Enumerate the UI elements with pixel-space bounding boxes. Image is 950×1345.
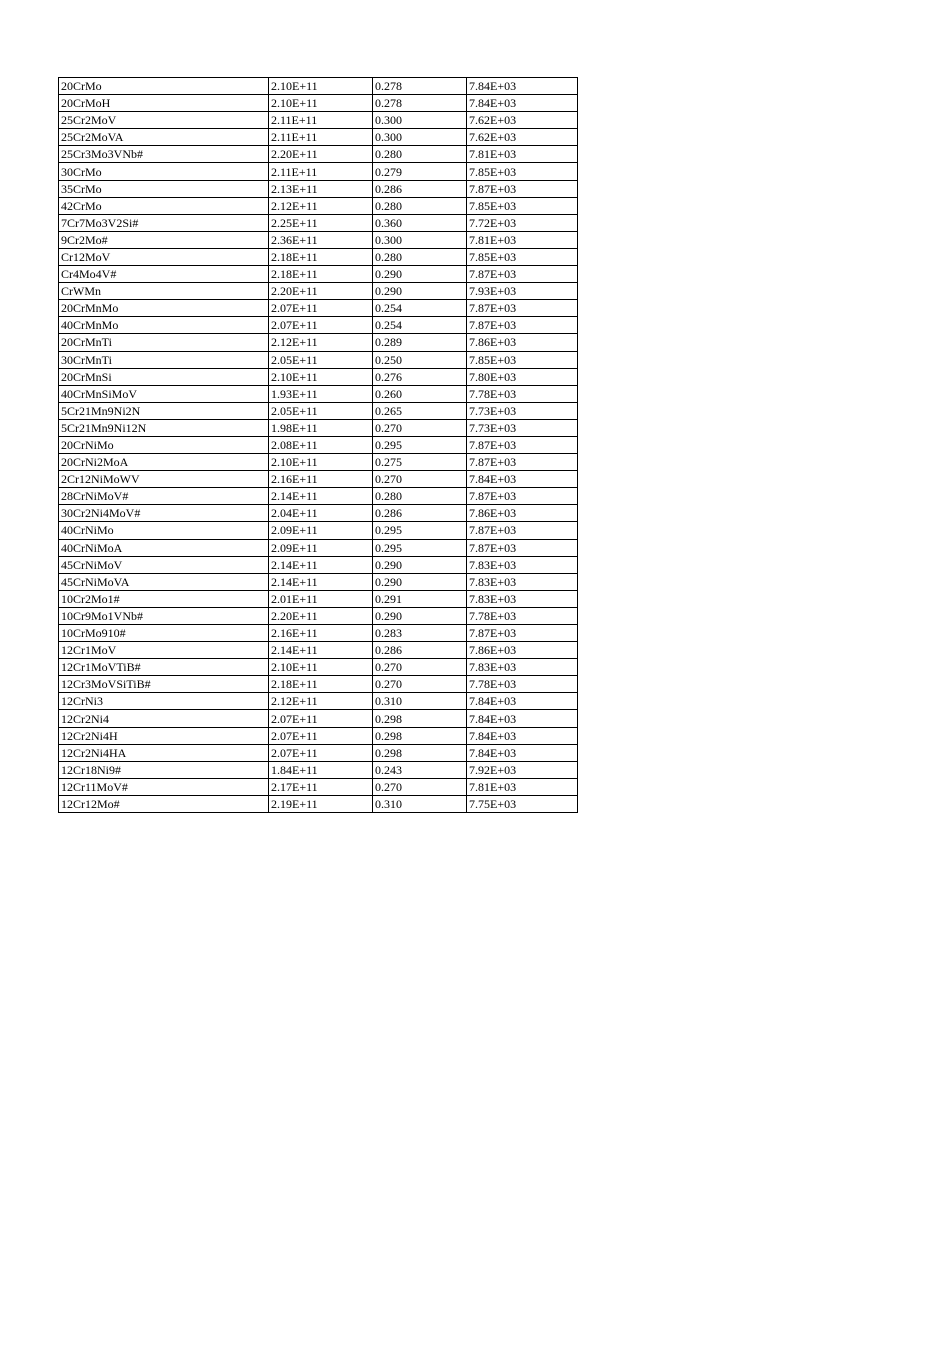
poisson-ratio-cell: 0.270	[373, 471, 467, 488]
elastic-modulus-cell: 2.14E+11	[269, 573, 373, 590]
poisson-ratio-cell: 0.276	[373, 368, 467, 385]
elastic-modulus-cell: 2.18E+11	[269, 676, 373, 693]
density-cell: 7.84E+03	[467, 471, 578, 488]
material-grade-cell: 2Cr12NiMoWV	[59, 471, 269, 488]
elastic-modulus-cell: 2.11E+11	[269, 112, 373, 129]
density-cell: 7.72E+03	[467, 214, 578, 231]
density-cell: 7.87E+03	[467, 266, 578, 283]
density-cell: 7.85E+03	[467, 351, 578, 368]
density-cell: 7.84E+03	[467, 693, 578, 710]
poisson-ratio-cell: 0.280	[373, 488, 467, 505]
poisson-ratio-cell: 0.270	[373, 778, 467, 795]
material-grade-cell: 5Cr21Mn9Ni12N	[59, 419, 269, 436]
density-cell: 7.87E+03	[467, 317, 578, 334]
material-grade-cell: 12CrNi3	[59, 693, 269, 710]
table-row	[59, 659, 578, 676]
density-cell: 7.87E+03	[467, 454, 578, 471]
density-cell: 7.78E+03	[467, 385, 578, 402]
material-grade-cell: 45CrNiMoVA	[59, 573, 269, 590]
elastic-modulus-cell: 2.07E+11	[269, 727, 373, 744]
poisson-ratio-cell: 0.265	[373, 402, 467, 419]
poisson-ratio-cell: 0.291	[373, 590, 467, 607]
poisson-ratio-cell: 0.275	[373, 454, 467, 471]
elastic-modulus-cell: 2.04E+11	[269, 505, 373, 522]
material-grade-cell: CrWMn	[59, 283, 269, 300]
poisson-ratio-cell: 0.279	[373, 163, 467, 180]
table-row	[59, 402, 578, 419]
table-row	[59, 590, 578, 607]
density-cell: 7.62E+03	[467, 112, 578, 129]
elastic-modulus-cell: 2.12E+11	[269, 197, 373, 214]
elastic-modulus-cell: 1.84E+11	[269, 761, 373, 778]
density-cell: 7.84E+03	[467, 727, 578, 744]
density-cell: 7.86E+03	[467, 505, 578, 522]
material-grade-cell: 20CrMo	[59, 78, 269, 95]
poisson-ratio-cell: 0.280	[373, 197, 467, 214]
density-cell: 7.62E+03	[467, 129, 578, 146]
poisson-ratio-cell: 0.300	[373, 112, 467, 129]
elastic-modulus-cell: 2.10E+11	[269, 95, 373, 112]
table-row	[59, 625, 578, 642]
table-row	[59, 317, 578, 334]
table-row	[59, 607, 578, 624]
poisson-ratio-cell: 0.260	[373, 385, 467, 402]
table-row	[59, 248, 578, 265]
density-cell: 7.93E+03	[467, 283, 578, 300]
density-cell: 7.92E+03	[467, 761, 578, 778]
poisson-ratio-cell: 0.298	[373, 744, 467, 761]
material-grade-cell: 30CrMo	[59, 163, 269, 180]
material-grade-cell: 20CrMnMo	[59, 300, 269, 317]
material-properties-table	[58, 77, 578, 813]
material-grade-cell: 28CrNiMoV#	[59, 488, 269, 505]
material-grade-cell: 40CrNiMo	[59, 522, 269, 539]
table-row	[59, 505, 578, 522]
density-cell: 7.84E+03	[467, 78, 578, 95]
elastic-modulus-cell: 2.09E+11	[269, 539, 373, 556]
poisson-ratio-cell: 0.290	[373, 266, 467, 283]
poisson-ratio-cell: 0.254	[373, 317, 467, 334]
table-row	[59, 761, 578, 778]
material-grade-cell: 20CrNi2MoA	[59, 454, 269, 471]
elastic-modulus-cell: 2.20E+11	[269, 283, 373, 300]
material-grade-cell: 12Cr2Ni4H	[59, 727, 269, 744]
poisson-ratio-cell: 0.290	[373, 607, 467, 624]
table-row	[59, 95, 578, 112]
poisson-ratio-cell: 0.283	[373, 625, 467, 642]
elastic-modulus-cell: 2.36E+11	[269, 231, 373, 248]
elastic-modulus-cell: 2.09E+11	[269, 522, 373, 539]
material-grade-cell: 25Cr2MoV	[59, 112, 269, 129]
poisson-ratio-cell: 0.300	[373, 129, 467, 146]
elastic-modulus-cell: 2.07E+11	[269, 710, 373, 727]
density-cell: 7.85E+03	[467, 248, 578, 265]
elastic-modulus-cell: 2.16E+11	[269, 471, 373, 488]
table-row	[59, 573, 578, 590]
material-grade-cell: 10Cr9Mo1VNb#	[59, 607, 269, 624]
material-grade-cell: 12Cr2Ni4HA	[59, 744, 269, 761]
table-row	[59, 488, 578, 505]
poisson-ratio-cell: 0.270	[373, 676, 467, 693]
density-cell: 7.87E+03	[467, 625, 578, 642]
material-grade-cell: 12Cr3MoVSiTiB#	[59, 676, 269, 693]
table-row	[59, 197, 578, 214]
table-row	[59, 385, 578, 402]
elastic-modulus-cell: 2.10E+11	[269, 78, 373, 95]
material-grade-cell: 10Cr2Mo1#	[59, 590, 269, 607]
table-row	[59, 710, 578, 727]
material-grade-cell: 12Cr11MoV#	[59, 778, 269, 795]
density-cell: 7.73E+03	[467, 402, 578, 419]
density-cell: 7.85E+03	[467, 197, 578, 214]
elastic-modulus-cell: 2.11E+11	[269, 163, 373, 180]
density-cell: 7.83E+03	[467, 590, 578, 607]
material-grade-cell: 25Cr2MoVA	[59, 129, 269, 146]
elastic-modulus-cell: 2.01E+11	[269, 590, 373, 607]
elastic-modulus-cell: 2.10E+11	[269, 368, 373, 385]
material-grade-cell: Cr12MoV	[59, 248, 269, 265]
density-cell: 7.87E+03	[467, 488, 578, 505]
elastic-modulus-cell: 2.13E+11	[269, 180, 373, 197]
material-grade-cell: 20CrMnTi	[59, 334, 269, 351]
elastic-modulus-cell: 2.11E+11	[269, 129, 373, 146]
material-grade-cell: 12Cr12Mo#	[59, 795, 269, 812]
table-row	[59, 778, 578, 795]
elastic-modulus-cell: 2.16E+11	[269, 625, 373, 642]
table-row	[59, 556, 578, 573]
poisson-ratio-cell: 0.278	[373, 78, 467, 95]
elastic-modulus-cell: 2.05E+11	[269, 402, 373, 419]
table-row	[59, 744, 578, 761]
elastic-modulus-cell: 2.18E+11	[269, 248, 373, 265]
elastic-modulus-cell: 2.25E+11	[269, 214, 373, 231]
density-cell: 7.83E+03	[467, 659, 578, 676]
table-row	[59, 214, 578, 231]
poisson-ratio-cell: 0.286	[373, 642, 467, 659]
poisson-ratio-cell: 0.360	[373, 214, 467, 231]
table-row	[59, 539, 578, 556]
poisson-ratio-cell: 0.254	[373, 300, 467, 317]
density-cell: 7.84E+03	[467, 95, 578, 112]
poisson-ratio-cell: 0.270	[373, 659, 467, 676]
density-cell: 7.85E+03	[467, 163, 578, 180]
elastic-modulus-cell: 2.12E+11	[269, 693, 373, 710]
material-grade-cell: 25Cr3Mo3VNb#	[59, 146, 269, 163]
table-row	[59, 334, 578, 351]
elastic-modulus-cell: 2.07E+11	[269, 744, 373, 761]
table-row	[59, 727, 578, 744]
elastic-modulus-cell: 2.12E+11	[269, 334, 373, 351]
table-row	[59, 676, 578, 693]
poisson-ratio-cell: 0.295	[373, 539, 467, 556]
elastic-modulus-cell: 2.14E+11	[269, 556, 373, 573]
poisson-ratio-cell: 0.290	[373, 556, 467, 573]
table-row	[59, 129, 578, 146]
table-row	[59, 436, 578, 453]
table-row	[59, 266, 578, 283]
elastic-modulus-cell: 2.18E+11	[269, 266, 373, 283]
material-grade-cell: 20CrMnSi	[59, 368, 269, 385]
table-row	[59, 112, 578, 129]
table-row	[59, 146, 578, 163]
table-row	[59, 163, 578, 180]
poisson-ratio-cell: 0.295	[373, 436, 467, 453]
material-grade-cell: 20CrMoH	[59, 95, 269, 112]
material-grade-cell: 45CrNiMoV	[59, 556, 269, 573]
poisson-ratio-cell: 0.278	[373, 95, 467, 112]
table-row	[59, 283, 578, 300]
elastic-modulus-cell: 2.17E+11	[269, 778, 373, 795]
table-row	[59, 522, 578, 539]
density-cell: 7.80E+03	[467, 368, 578, 385]
poisson-ratio-cell: 0.280	[373, 146, 467, 163]
poisson-ratio-cell: 0.280	[373, 248, 467, 265]
elastic-modulus-cell: 2.20E+11	[269, 607, 373, 624]
elastic-modulus-cell: 2.07E+11	[269, 300, 373, 317]
table-row	[59, 795, 578, 812]
material-grade-cell: 42CrMo	[59, 197, 269, 214]
density-cell: 7.87E+03	[467, 180, 578, 197]
density-cell: 7.83E+03	[467, 556, 578, 573]
elastic-modulus-cell: 1.93E+11	[269, 385, 373, 402]
density-cell: 7.78E+03	[467, 676, 578, 693]
elastic-modulus-cell: 2.14E+11	[269, 488, 373, 505]
elastic-modulus-cell: 2.20E+11	[269, 146, 373, 163]
poisson-ratio-cell: 0.250	[373, 351, 467, 368]
elastic-modulus-cell: 1.98E+11	[269, 419, 373, 436]
poisson-ratio-cell: 0.289	[373, 334, 467, 351]
table-row	[59, 454, 578, 471]
material-grade-cell: 10CrMo910#	[59, 625, 269, 642]
material-grade-cell: 20CrNiMo	[59, 436, 269, 453]
material-table-body	[59, 78, 578, 813]
table-row	[59, 642, 578, 659]
material-grade-cell: 12Cr1MoV	[59, 642, 269, 659]
material-grade-cell: 40CrMnSiMoV	[59, 385, 269, 402]
material-grade-cell: 12Cr1MoVTiB#	[59, 659, 269, 676]
material-grade-cell: 35CrMo	[59, 180, 269, 197]
material-grade-cell: 7Cr7Mo3V2Si#	[59, 214, 269, 231]
material-grade-cell: 12Cr18Ni9#	[59, 761, 269, 778]
density-cell: 7.75E+03	[467, 795, 578, 812]
density-cell: 7.83E+03	[467, 573, 578, 590]
density-cell: 7.87E+03	[467, 300, 578, 317]
table-row	[59, 300, 578, 317]
poisson-ratio-cell: 0.298	[373, 727, 467, 744]
density-cell: 7.86E+03	[467, 334, 578, 351]
poisson-ratio-cell: 0.310	[373, 795, 467, 812]
table-row	[59, 693, 578, 710]
poisson-ratio-cell: 0.310	[373, 693, 467, 710]
elastic-modulus-cell: 2.05E+11	[269, 351, 373, 368]
material-grade-cell: 9Cr2Mo#	[59, 231, 269, 248]
material-grade-cell: 40CrMnMo	[59, 317, 269, 334]
density-cell: 7.84E+03	[467, 744, 578, 761]
material-grade-cell: 40CrNiMoA	[59, 539, 269, 556]
density-cell: 7.87E+03	[467, 522, 578, 539]
elastic-modulus-cell: 2.10E+11	[269, 659, 373, 676]
density-cell: 7.84E+03	[467, 710, 578, 727]
poisson-ratio-cell: 0.290	[373, 573, 467, 590]
material-grade-cell: Cr4Mo4V#	[59, 266, 269, 283]
density-cell: 7.87E+03	[467, 436, 578, 453]
table-row	[59, 78, 578, 95]
poisson-ratio-cell: 0.286	[373, 180, 467, 197]
density-cell: 7.81E+03	[467, 146, 578, 163]
density-cell: 7.87E+03	[467, 539, 578, 556]
poisson-ratio-cell: 0.243	[373, 761, 467, 778]
table-row	[59, 231, 578, 248]
material-grade-cell: 30Cr2Ni4MoV#	[59, 505, 269, 522]
elastic-modulus-cell: 2.14E+11	[269, 642, 373, 659]
table-row	[59, 180, 578, 197]
poisson-ratio-cell: 0.298	[373, 710, 467, 727]
poisson-ratio-cell: 0.270	[373, 419, 467, 436]
elastic-modulus-cell: 2.10E+11	[269, 454, 373, 471]
elastic-modulus-cell: 2.19E+11	[269, 795, 373, 812]
density-cell: 7.81E+03	[467, 778, 578, 795]
material-grade-cell: 5Cr21Mn9Ni2N	[59, 402, 269, 419]
material-grade-cell: 30CrMnTi	[59, 351, 269, 368]
table-row	[59, 351, 578, 368]
poisson-ratio-cell: 0.286	[373, 505, 467, 522]
poisson-ratio-cell: 0.290	[373, 283, 467, 300]
poisson-ratio-cell: 0.295	[373, 522, 467, 539]
density-cell: 7.81E+03	[467, 231, 578, 248]
density-cell: 7.78E+03	[467, 607, 578, 624]
material-grade-cell: 12Cr2Ni4	[59, 710, 269, 727]
table-row	[59, 368, 578, 385]
density-cell: 7.73E+03	[467, 419, 578, 436]
density-cell: 7.86E+03	[467, 642, 578, 659]
elastic-modulus-cell: 2.08E+11	[269, 436, 373, 453]
table-row	[59, 471, 578, 488]
elastic-modulus-cell: 2.07E+11	[269, 317, 373, 334]
poisson-ratio-cell: 0.300	[373, 231, 467, 248]
table-row	[59, 419, 578, 436]
